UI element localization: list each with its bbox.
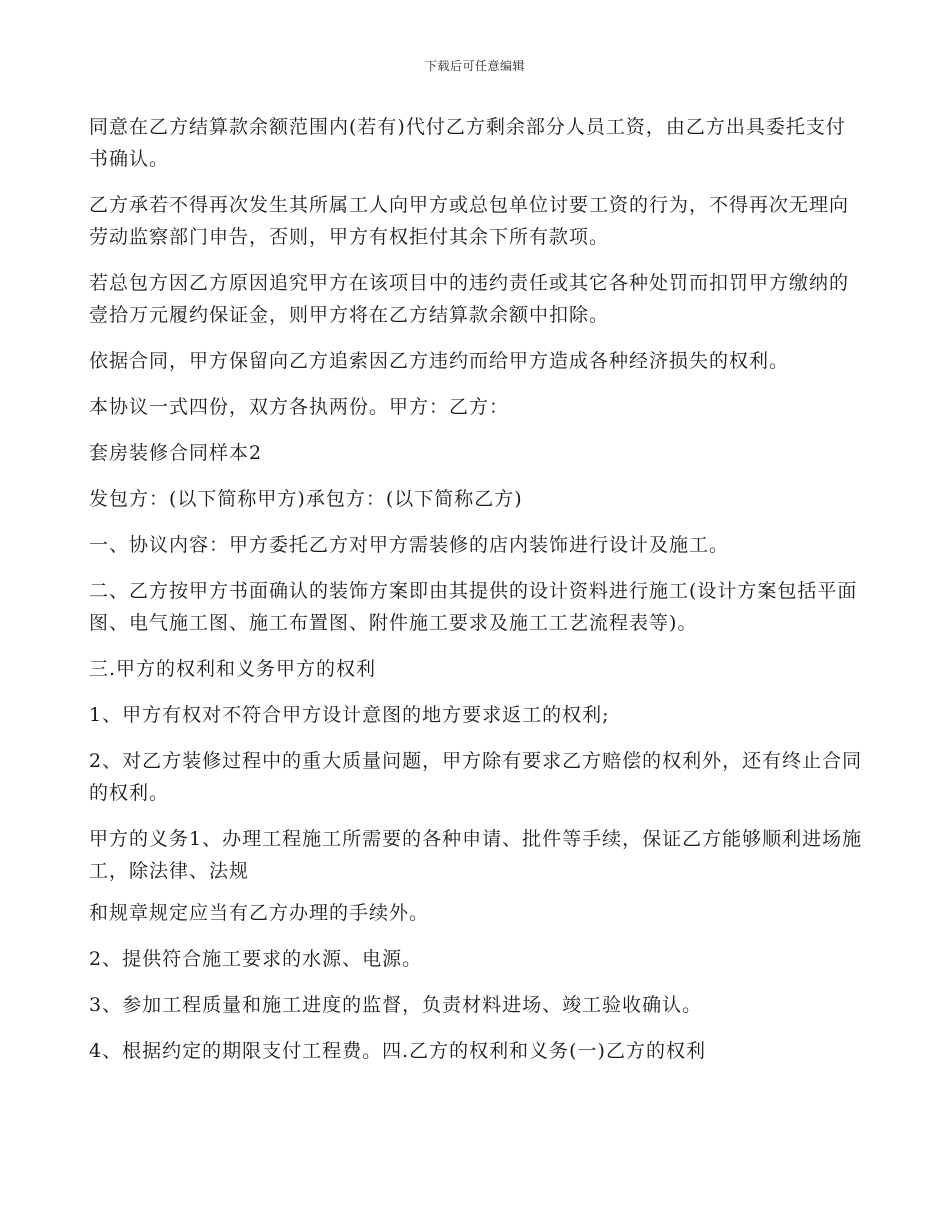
- paragraph: 依据合同，甲方保留向乙方追索因乙方违约而给甲方造成各种经济损失的权利。: [89, 350, 790, 372]
- section-title: 套房装修合同样本2: [89, 442, 263, 464]
- paragraph: 本协议一式四份，双方各执两份。甲方：乙方：: [89, 396, 510, 418]
- paragraph: 发包方：(以下简称甲方)承包方：(以下简称乙方): [89, 488, 523, 510]
- page-header: 下载后可任意编辑: [424, 59, 525, 73]
- paragraph: 和规章规定应当有乙方办理的手续外。: [89, 902, 430, 924]
- paragraph: 4、根据约定的期限支付工程费。四.乙方的权利和义务(一)乙方的权利: [89, 1040, 706, 1062]
- paragraph: 甲方的义务1、办理工程施工所需要的各种申请、批件等手续，保证乙方能够顺利进场施工，除法律、法规: [89, 828, 863, 882]
- paragraph: 一、协议内容：甲方委托乙方对甲方需装修的店内装饰进行设计及施工。: [89, 534, 730, 556]
- document-body: [89, 111, 864, 1081]
- paragraph: 二、乙方按甲方书面确认的装饰方案即由其提供的设计资料进行施工(设计方案包括平面图、电气施工图、施工布置图、附件施工要求及施工工艺流程表等)。: [89, 580, 858, 634]
- paragraph: 2、对乙方装修过程中的重大质量问题，甲方除有要求乙方赔偿的权利外，还有终止合同的权利。: [89, 750, 863, 804]
- paragraph: 乙方承若不得再次发生其所属工人向甲方或总包单位讨要工资的行为，不得再次无理向劳动监察部门申告，否则，甲方有权拒付其余下所有款项。: [89, 194, 850, 248]
- paragraph: 同意在乙方结算款余额范围内(若有)代付乙方剩余部分人员工资，由乙方出具委托支付书确认。: [89, 116, 846, 170]
- paragraph: 2、提供符合施工要求的水源、电源。: [89, 948, 423, 970]
- paragraph: 1、甲方有权对不符合甲方设计意图的地方要求返工的权利;: [89, 704, 610, 726]
- paragraph: 若总包方因乙方原因追究甲方在该项目中的违约责任或其它各种处罚而扣罚甲方缴纳的壹拾万元履约保证金，则甲方将在乙方结算款余额中扣除。: [89, 272, 850, 326]
- paragraph: 3、参加工程质量和施工进度的监督，负责材料进场、竣工验收确认。: [89, 994, 703, 1016]
- paragraph: 三.甲方的权利和义务甲方的权利: [89, 658, 377, 680]
